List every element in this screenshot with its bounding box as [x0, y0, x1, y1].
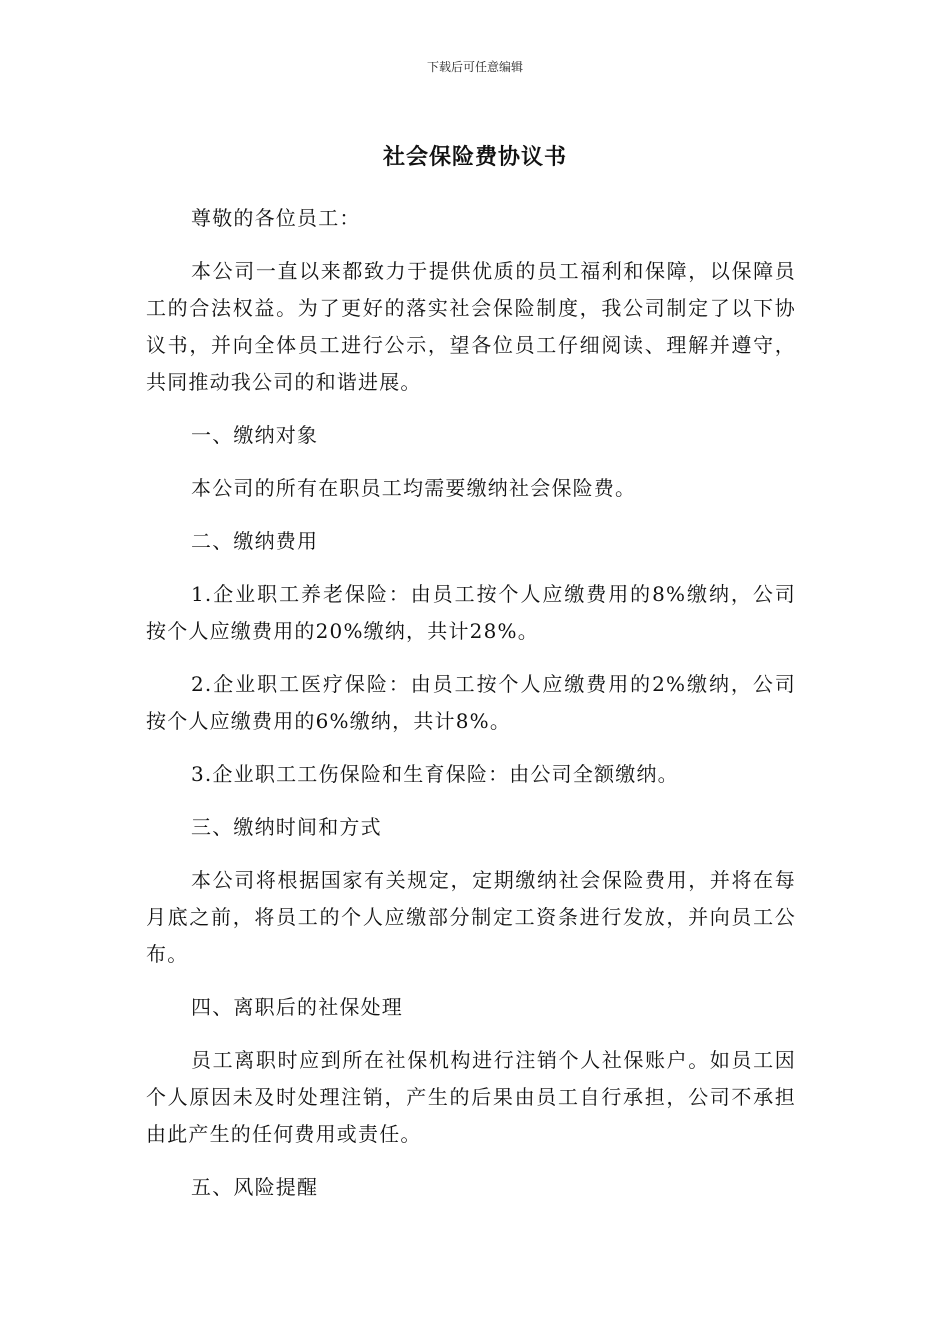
section-heading-4: 四、离职后的社保处理: [191, 995, 403, 1019]
document-title: 社会保险费协议书: [382, 145, 567, 170]
document-body: [146, 200, 796, 1222]
section-4-text: 员工离职时应到所在社保机构进行注销个人社保账户。如员工因个人原因未及时处理注销，产生的后果由员工自行承担，公司不承担由此产生的任何费用或责任。: [146, 1048, 796, 1146]
salutation: 尊敬的各位员工：: [191, 206, 361, 230]
section-heading-5: 五、风险提醒: [191, 1175, 319, 1199]
section-2-item-1: 1.企业职工养老保险：由员工按个人应缴费用的8%缴纳，公司按个人应缴费用的20%缴纳，共计28%。: [146, 582, 796, 643]
section-3-text: 本公司将根据国家有关规定，定期缴纳社会保险费用，并将在每月底之前，将员工的个人应缴部分制定工资条进行发放，并向员工公布。: [146, 868, 796, 966]
section-1-text: 本公司的所有在职员工均需要缴纳社会保险费。: [191, 476, 637, 500]
section-heading-1: 一、缴纳对象: [191, 423, 319, 447]
intro-paragraph: 本公司一直以来都致力于提供优质的员工福利和保障，以保障员工的合法权益。为了更好的落实社会保险制度，我公司制定了以下协议书，并向全体员工进行公示，望各位员工仔细阅读、理解并遵守，共同推动我公司的和谐进展。: [146, 259, 796, 394]
section-2-item-3: 3.企业职工工伤保险和生育保险：由公司全额缴纳。: [191, 762, 679, 786]
header-note: 下载后可任意编辑: [426, 60, 523, 74]
section-2-item-2: 2.企业职工医疗保险：由员工按个人应缴费用的2%缴纳，公司按个人应缴费用的6%缴纳，共计8%。: [146, 672, 796, 733]
section-heading-2: 二、缴纳费用: [191, 529, 319, 553]
section-heading-3: 三、缴纳时间和方式: [191, 815, 382, 839]
